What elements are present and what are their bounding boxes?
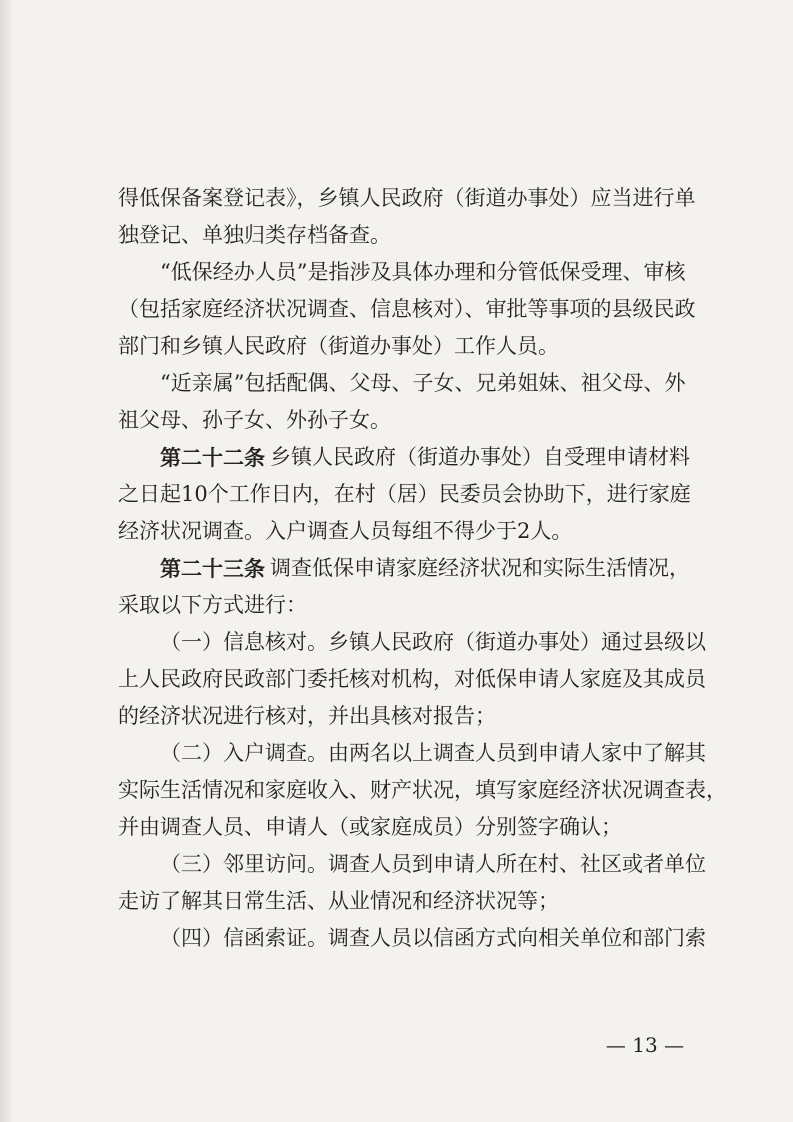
text-line — [118, 846, 706, 883]
article-heading: 第二十二条 — [160, 445, 265, 470]
text-line — [118, 217, 690, 254]
text-line — [118, 772, 727, 809]
text-line — [118, 809, 690, 846]
text-line — [118, 661, 706, 698]
line-text: 上人民政府民政部门委托核对机构，对低保申请人家庭及其成员 — [118, 667, 706, 691]
line-text: （二）入户调查。由两名以上调查人员到申请人家中了解其 — [160, 741, 706, 765]
line-text: “近亲属”包括配偶、父母、子女、兄弟姐妹、祖父母、外 — [160, 371, 686, 395]
line-text: 的经济状况进行核对，并出具核对报告； — [118, 704, 496, 728]
text-line — [118, 550, 690, 587]
line-text: （包括家庭经济状况调查、信息核对）、审批等事项的县级民政 — [118, 297, 696, 321]
article-heading: 第二十三条 — [160, 556, 265, 581]
text-line — [118, 439, 690, 476]
line-text: 部门和乡镇人民政府（街道办事处）工作人员。 — [118, 334, 559, 358]
line-text: 乡镇人民政府（街道办事处）自受理申请材料 — [270, 445, 690, 469]
text-line — [118, 698, 690, 735]
line-text: （三）邻里访问。调查人员到申请人所在村、社区或者单位 — [160, 852, 706, 876]
text-line — [118, 254, 690, 291]
scan-edge-shadow — [0, 0, 14, 1122]
text-line — [118, 180, 696, 217]
text-line — [118, 328, 690, 365]
line-text: （四）信函索证。调查人员以信函方式向相关单位和部门索 — [160, 926, 706, 950]
line-text: 调查低保申请家庭经济状况和实际生活情况， — [270, 556, 690, 580]
text-line — [118, 587, 690, 624]
text-line — [118, 920, 706, 957]
line-text: 祖父母、孙子女、外孙子女。 — [118, 408, 391, 432]
line-text: 采取以下方式进行： — [118, 593, 307, 617]
text-line — [118, 291, 696, 328]
line-text: 独登记、单独归类存档备查。 — [118, 223, 391, 247]
line-text: 之日起10个工作日内，在村（居）民委员会协助下，进行家庭 — [118, 482, 691, 506]
line-text: 实际生活情况和家庭收入、财产状况，填写家庭经济状况调查表， — [118, 778, 727, 802]
text-line — [118, 735, 706, 772]
line-text: 经济状况调查。入户调查人员每组不得少于2人。 — [118, 519, 573, 543]
text-line — [118, 883, 690, 920]
document-body — [118, 180, 727, 957]
line-text: 并由调查人员、申请人（或家庭成员）分别签字确认； — [118, 815, 622, 839]
line-text: 得低保备案登记表》，乡镇人民政府（街道办事处）应当进行单 — [118, 186, 696, 210]
text-line — [118, 402, 690, 439]
text-line — [118, 476, 690, 513]
line-text: “低保经办人员”是指涉及具体办理和分管低保受理、审核 — [160, 260, 686, 284]
text-line — [118, 624, 706, 661]
page-number: — 13 — — [605, 1033, 685, 1057]
line-text: （一）信息核对。乡镇人民政府（街道办事处）通过县级以 — [160, 630, 706, 654]
text-line — [118, 365, 690, 402]
text-line — [118, 513, 690, 550]
line-text: 走访了解其日常生活、从业情况和经济状况等； — [118, 889, 559, 913]
